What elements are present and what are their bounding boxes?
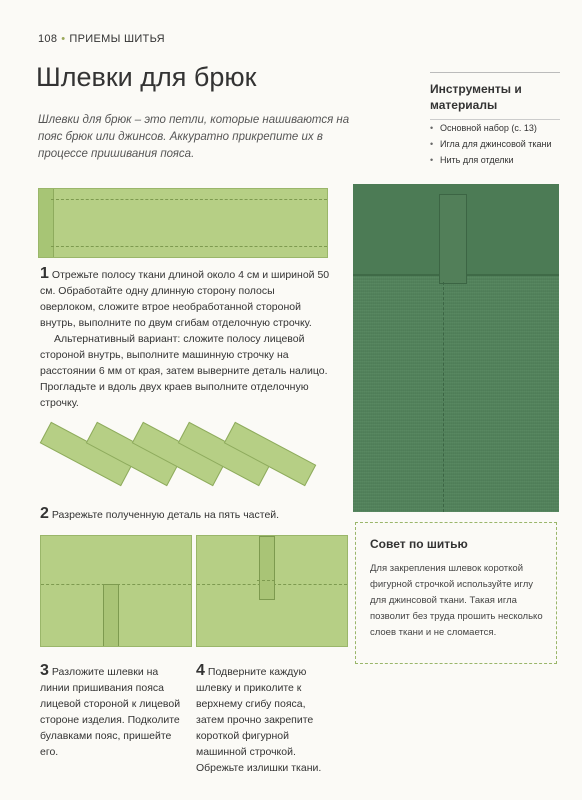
- page-number: 108: [38, 33, 58, 45]
- tools-item: • Нить для отделки: [430, 152, 560, 168]
- step-1-alternative: Альтернативный вариант: сложите полосу лицевой стороной внутрь, выполните машинную строчку на расстоянии 6 мм от края, затем выверните деталь налицо. Прогладьте и вдоль двух краев выполните отделочную строчку.: [40, 333, 328, 409]
- tools-item: • Основной набор (с. 13): [430, 120, 560, 136]
- tools-title: Инструменты и материалы: [430, 72, 560, 113]
- step-3-illustration: [40, 535, 192, 647]
- step-number: 2: [40, 505, 49, 522]
- page-header: [38, 33, 165, 45]
- step-1: [40, 266, 330, 331]
- fabric-strip-illustration: [38, 188, 328, 258]
- belt-loop-photo: [353, 184, 559, 512]
- tip-box: [355, 522, 557, 664]
- step-3: [40, 663, 190, 760]
- tools-box: [430, 72, 560, 168]
- step-2: [40, 506, 330, 523]
- bullet-icon: •: [61, 33, 66, 45]
- page-title: Шлевки для брюк: [36, 62, 257, 92]
- step-number: 3: [40, 662, 49, 679]
- tools-item: • Игла для джинсовой ткани: [430, 136, 560, 152]
- section-title: ПРИЕМЫ ШИТЬЯ: [69, 33, 165, 45]
- step-number: 1: [40, 265, 49, 282]
- step-text: Разрежьте полученную деталь на пять частей.: [51, 509, 280, 521]
- tools-list: [430, 119, 560, 168]
- step-4-illustration: [196, 535, 348, 647]
- step-text: Разложите шлевки на линии пришивания пояса лицевой стороной к лицевой стороне изделия. Подколите булавками пояс, пришейте его.: [40, 666, 181, 758]
- intro-text: Шлевки для брюк – это петли, которые нашиваются на пояс брюк или джинсов. Аккуратно прикрепите их в процессе пришивания пояса.: [38, 114, 350, 160]
- step-text: Отрежьте полосу ткани длиной около 4 см и шириной 50 см. Обработайте одну длинную сторону полосы оверлоком, сложите втрое необработанной стороной внутрь, выполните по двум сгибам отделочную строчку.: [40, 269, 330, 329]
- tip-title: Совет по шитью: [370, 537, 468, 551]
- step-text: Подверните каждую шлевку и приколите к верхнему сгибу пояса, затем прочно закрепите короткой фигурной машинной строчкой. Обрежьте излишки ткани.: [196, 666, 322, 774]
- step-4: [196, 663, 331, 776]
- tip-text: Для закрепления шлевок короткой фигурной строчкой используйте иглу для джинсовой ткани. Такая игла позволит без труда прошить несколько слоев ткани и не сломается.: [370, 563, 543, 638]
- step-number: 4: [196, 662, 205, 679]
- cut-pieces-illustration: [40, 420, 330, 500]
